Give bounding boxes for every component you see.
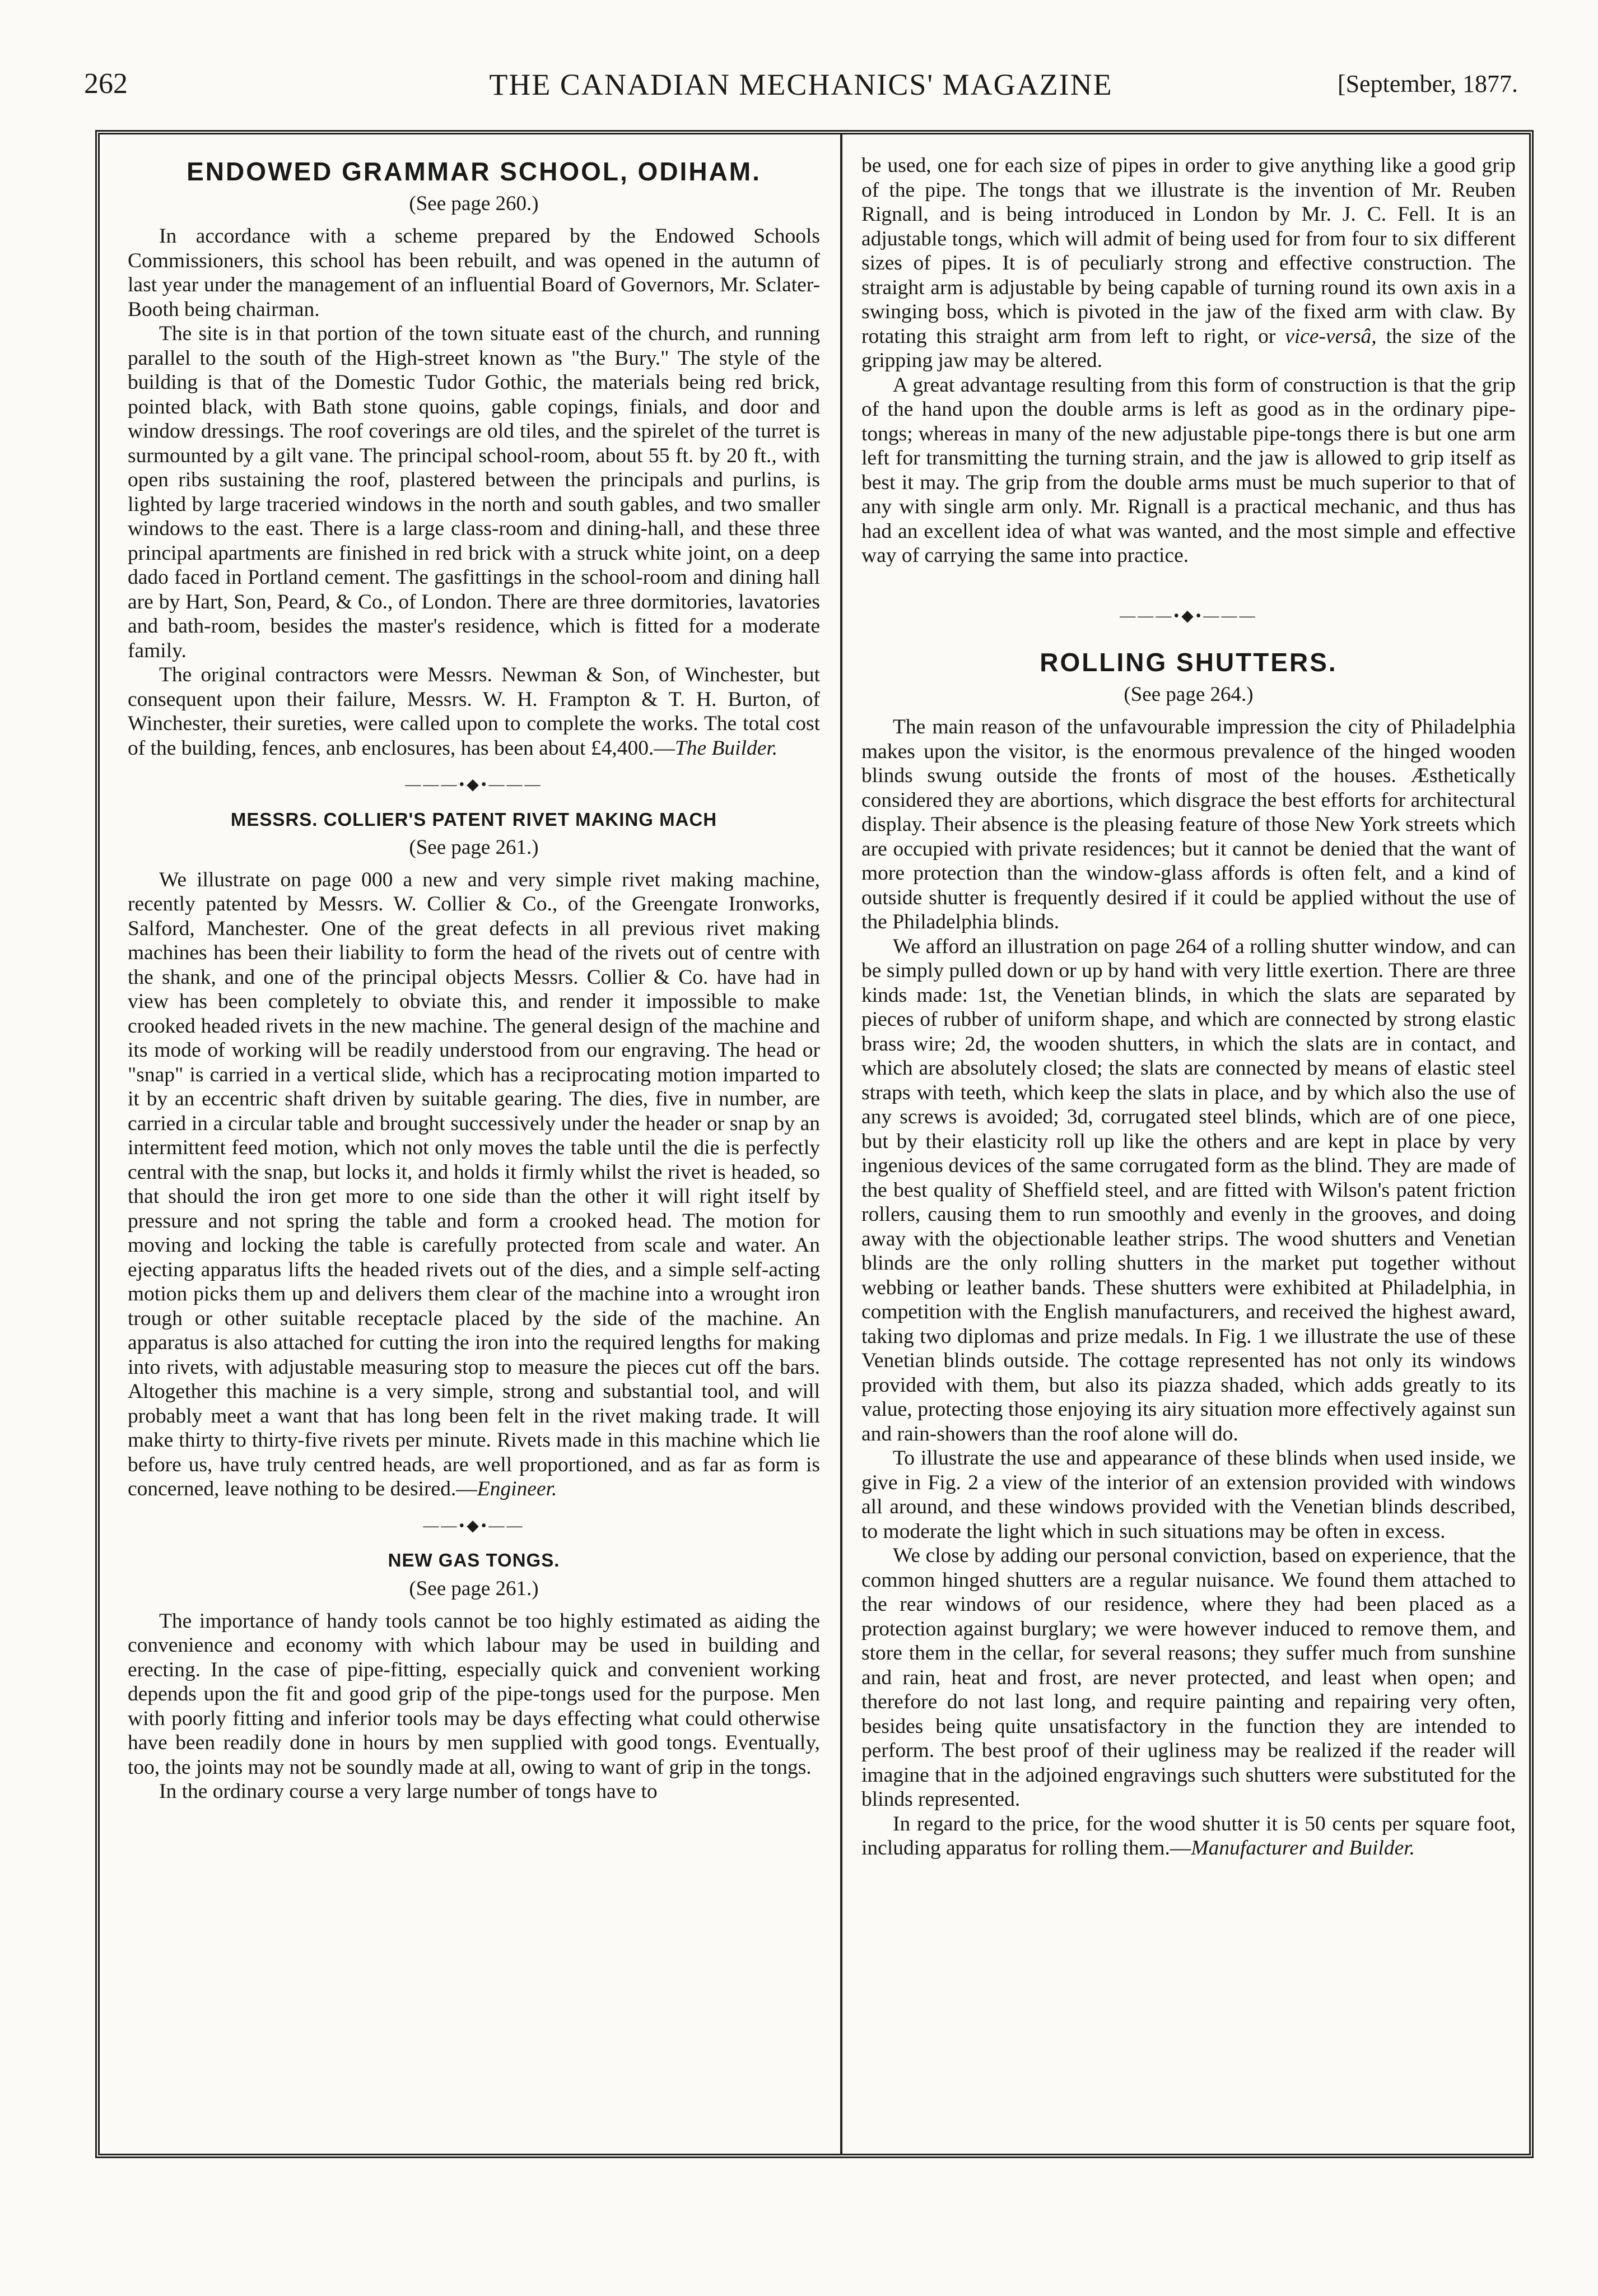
page-frame	[95, 130, 1534, 2158]
shutters-source: Manufacturer and Builder.	[1191, 1837, 1415, 1860]
page-header	[84, 67, 1518, 123]
section-ornament: ——•◆•——	[423, 1517, 525, 1535]
shutters-title: ROLLING SHUTTERS.	[1040, 647, 1338, 677]
tongs-text-end: the size of the gripping jaw may be altered.	[861, 324, 1516, 372]
shutters-text: In regard to the price, for the wood shutter it is 50 cents per square foot, including apparatus for rolling them.—	[861, 1812, 1516, 1860]
tongs-paragraph: In the ordinary course a very large number of tongs have to	[159, 1780, 658, 1804]
left-column	[128, 154, 820, 1804]
collier-title: MESSRS. COLLIER'S PATENT RIVET MAKING MACH	[230, 808, 718, 830]
magazine-title: THE CANADIAN MECHANICS' MAGAZINE	[489, 68, 1113, 101]
shutters-see-page: (See page 264.)	[1124, 683, 1254, 707]
column-divider	[840, 134, 842, 2154]
tongs-vice-versa: vice-versâ,	[1285, 324, 1377, 348]
collier-text: We illustrate on page 000 a new and very simple rivet making machine, recently patented by Messrs. W. Collier & Co., of the Greengate Ironworks, Salford, Manchester. One of the great defects in all previous rivet making machines has been their liability to form the head of the rivets out of centre with the shank, and one of the principal objects Messrs. Collier & Co. have had in view has been completely to obviate this, and render it impossible to make crooked headed rivets in the new machine. The general design of the machine and its mode of working will be readily understood from our engraving. The head or "snap" is carried in a vertical slide, which has a reciprocating motion imparted to it by an eccentric shaft driven by suitable gearing. The dies, five in number, are carried in a circular table and brought successively under the header or snap by an intermittent feed motion, which not only moves the table until the die is perfectly central with the snap, but locks it, and holds it firmly whilst the rivet is headed, so that should the iron get more to one side than the other it will right itself by pressure and not spring the table and form a crooked head. The motion for moving and locking the table is carefully protected from scale and water. An ejecting apparatus lifts the headed rivets out of the dies, and a simple self-acting motion picks them up and delivers them clear of the machine into a wrought iron trough or other suitable receptacle placed by the side of the machine. An apparatus is also attached for cutting the iron into the required lengths for making into rivets, with adjustable measuring stop to measure the pieces cut off the bars. Altogether this machine is a very simple, strong and substantial tool, and will probably meet a want that has long been felt in the rivet making trade. It will make thirty to thirty-five rivets per minute. Rivets made in this machine which lie before us, have truly centred heads, are well proportioned, and as far as form is concerned, leave nothing to be desired.—	[128, 868, 820, 1501]
section-ornament: ———•◆•———	[405, 776, 543, 794]
odiham-paragraph: The site is in that portion of the town situate east of the church, and running parallel to the south of the High-street known as "the Bury." The style of the building is that of the Domestic Tudor Gothic, the materials being red brick, pointed black, with Bath stone quoins, gable copings, finials, and door and window dressings. The roof coverings are old tiles, and the spirelet of the turret is surmounted by a gilt vane. The principal school-room, about 55 ft. by 20 ft., with open ribs sustaining the roof, plastered between the principals and purlins, is lighted by large traceried windows in the north and south gables, and two smaller windows to the east. There is a large class-room and dining-hall, and these three principal apartments are finished in red brick with a struck white joint, on a deep dado faced in Portland cement. The gasfittings in the school-room and dining hall are by Hart, Son, Peard, & Co., of London. There are three dormitories, lavatories and bath-room, besides the master's residence, which is fitted for a moderate family.	[128, 322, 820, 662]
page-number: 262	[84, 68, 128, 100]
odiham-source: The Builder.	[674, 736, 778, 760]
shutters-paragraph: To illustrate the use and appearance of these blinds when used inside, we give in Fig. 2 a view of the interior of an extension provided with windows all around, and these windows provided with the Venetian blinds described, to moderate the light which in such situations may be often in excess.	[861, 1447, 1516, 1543]
shutters-paragraph	[861, 1812, 1516, 1861]
tongs-paragraph: A great advantage resulting from this form of construction is that the grip of the hand upon the double arms is left as good as in the ordinary pipe-tongs; whereas in many of the new adjustable pipe-tongs there is but one arm left for transmitting the turning strain, and the jaw is allowed to grip itself as best it may. The grip from the double arms must be much superior to that of any with single arm only. Mr. Rignall is a practical mechanic, and thus has had an excellent idea of what was wanted, and the most simple and effective way of carrying the same into practice.	[861, 373, 1516, 567]
odiham-text: The original contractors were Messrs. Newman & Son, of Winchester, but consequent upon their failure, Messrs. W. H. Frampton & T. H. Burton, of Winchester, their sureties, were called upon to complete the works. The total cost of the building, fences, anb enclosures, has been about £4,400.—	[128, 663, 820, 760]
tongs-paragraph: The importance of handy tools cannot be too highly estimated as aiding the convenience and economy with which labour may be used in building and erecting. In the case of pipe-fitting, especially quick and convenient working depends upon the fit and good grip of the pipe-tongs used for the purpose. Men with poorly fitting and inferior tools may be days effecting what could otherwise have been readily done in hours by men supplied with good tongs. Eventually, too, the joints may not be soundly made at all, owing to want of grip in the tongs.	[128, 1609, 820, 1779]
odiham-paragraph: In accordance with a scheme prepared by the Endowed Schools Commissioners, this school has been rebuilt, and was opened in the autumn of last year under the management of an influential Board of Governors, Mr. Sclater-Booth being chairman.	[128, 225, 820, 321]
issue-date: [September, 1877.	[1337, 70, 1518, 97]
odiham-see-page: (See page 260.)	[409, 192, 539, 216]
collier-source: Engineer.	[477, 1477, 557, 1501]
tongs-title: NEW GAS TONGS.	[388, 1550, 560, 1571]
section-ornament: ———•◆•———	[1120, 607, 1257, 625]
right-column	[861, 154, 1516, 1861]
odiham-title: ENDOWED GRAMMAR SCHOOL, ODIHAM.	[187, 157, 761, 186]
tongs-text: be used, one for each size of pipes in order to give anything like a good grip of the pipe. The tongs that we illustrate is the invention of Mr. Reuben Rignall, and is being introduced in London by Mr. J. C. Fell. It is an adjustable tongs, which will admit of being used for from four to six different sizes of pipes. It is of peculiarly strong and effective construction. The straight arm is adjustable by being capable of turning round its own axis in a swinging boss, which is pivoted in the jaw of the fixed arm with claw. By rotating this straight arm from left to right, or	[861, 154, 1516, 348]
shutters-paragraph: We close by adding our personal conviction, based on experience, that the common hinged shutters are a regular nuisance. We found them attached to the rear windows of our residence, where they had been placed as a protection against burglary; we were however induced to remove them, and store them in the cellar, for several reasons; they suffer much from sunshine and rain, heat and frost, are never protected, and least when open; and therefore do not last long, and require painting and repairing very often, besides being quite unsatisfactory in the function they are intended to perform. The best proof of their ugliness may be realized if the reader will imagine that in the adjoined engravings such shutters were substituted for the blinds represented.	[861, 1544, 1516, 1811]
collier-see-page: (See page 261.)	[409, 836, 539, 859]
odiham-paragraph	[128, 663, 820, 760]
collier-paragraph	[128, 868, 820, 1502]
tongs-see-page: (See page 261.)	[409, 1577, 539, 1600]
shutters-paragraph: We afford an illustration on page 264 of a rolling shutter window, and can be simply pulled down or up by hand with very little exertion. There are three kinds made: 1st, the Venetian blinds, in which the slats are separated by pieces of rubber of uniform shape, and which are connected by strong elastic brass wire; 2d, the wooden shutters, in which the slats are in contact, and which are absolutely closed; the slats are connected by means of elastic steel straps with teeth, which keep the slats in place, and by which also the use of any screws is avoided; 3d, corrugated steel blinds, which are of one piece, but by their elasticity roll up like the others and are kept in place by very ingenious devices of the same corrugated form as the blind. They are made of the best quality of Sheffield steel, and are fitted with Wilson's patent friction rollers, causing them to run smoothly and evenly in the grooves, and doing away with the objectionable leather strips. The wood shutters and Venetian blinds are the only rolling shutters in the market put together without webbing or leather bands. These shutters were exhibited at Philadelphia, in competition with the English manufacturers, and received the highest award, taking two diplomas and prize medals. In Fig. 1 we illustrate the use of these Venetian blinds outside. The cottage represented has not only its windows provided with them, but also its piazza shaded, which adds greatly to its value, protecting those enjoying its airy situation more effectively against sun and rain-showers than the roof alone will do.	[861, 935, 1516, 1446]
shutters-paragraph: The main reason of the unfavourable impression the city of Philadelphia makes upon the visitor, is the enormous prevalence of the hinged wooden blinds swung outside the fronts of most of the houses. Æsthetically considered they are abortions, which disgrace the best efforts for architectural display. Their absence is the pleasing feature of those New York streets which are occupied with private residences; but it cannot be denied that the want of more protection than the window-glass affords is often felt, and a kind of outside shutter is frequently desired if it could be applied without the use of the Philadelphia blinds.	[861, 715, 1516, 934]
tongs-paragraph-continued	[861, 154, 1516, 373]
